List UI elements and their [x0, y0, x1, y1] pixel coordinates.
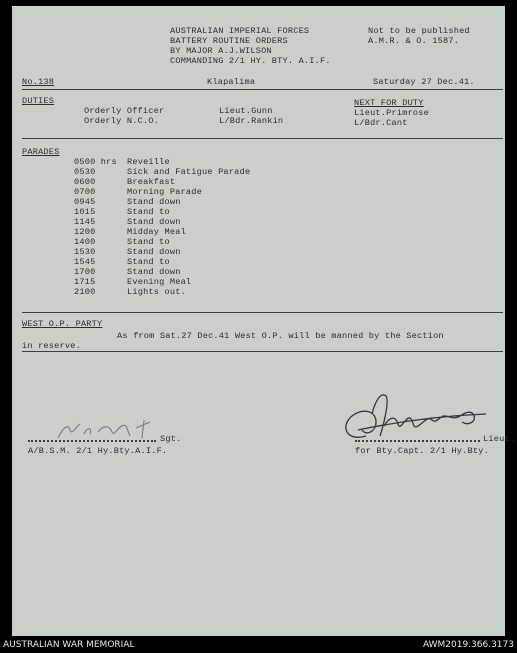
- parade-time: 0530: [74, 167, 96, 177]
- parade-time: 1545: [74, 257, 96, 267]
- parade-event: Stand to: [127, 257, 170, 267]
- parade-event: Stand to: [127, 237, 170, 247]
- parade-time: 0700: [74, 187, 96, 197]
- west-op-text: As from Sat.27 Dec.41 West O.P. will be manned by the Section: [117, 331, 444, 341]
- header-line-1: AUSTRALIAN IMPERIAL FORCES: [170, 26, 310, 36]
- west-op-text-continued: in reserve.: [22, 341, 81, 351]
- parade-event: Stand down: [127, 247, 181, 257]
- right-signature: [336, 386, 496, 448]
- parade-event: Breakfast: [127, 177, 176, 187]
- parade-time: 0600: [74, 177, 96, 187]
- parade-event: Stand down: [127, 267, 181, 277]
- parades-heading: PARADES: [22, 147, 60, 157]
- parade-time: 0945: [74, 197, 96, 207]
- parade-event: Lights out.: [127, 287, 186, 297]
- parade-time: 1700: [74, 267, 96, 277]
- right-signature-title: for Bty.Capt. 2/1 Hy.Bty.: [355, 446, 489, 456]
- parade-time: 1145: [74, 217, 96, 227]
- restriction-line-2: A.M.R. & O. 1587.: [368, 36, 460, 46]
- order-place: Klapalima: [207, 77, 256, 87]
- divider-rule: [22, 312, 503, 313]
- divider-rule: [22, 138, 503, 139]
- footer-accession-number: AWM2019.366.3173: [422, 640, 514, 650]
- parade-event: Reveille: [127, 157, 170, 167]
- west-op-heading: WEST O.P. PARTY: [22, 319, 103, 329]
- parade-time: 1715: [74, 277, 96, 287]
- duty-role: Orderly Officer: [84, 106, 165, 116]
- parade-time: 1530: [74, 247, 96, 257]
- parade-time: 2100: [74, 287, 96, 297]
- next-duty-name: L/Bdr.Cant: [354, 118, 408, 128]
- parade-time: 1400: [74, 237, 96, 247]
- parade-event: Morning Parade: [127, 187, 202, 197]
- next-duty-heading: NEXT FOR DUTY: [354, 98, 424, 108]
- left-signature-rank: Sgt.: [160, 434, 182, 444]
- parade-event: Midday Meal: [127, 227, 186, 237]
- order-date: Saturday 27 Dec.41.: [373, 77, 475, 87]
- header-line-3: BY MAJOR A.J.WILSON: [170, 46, 272, 56]
- duty-name: Lieut.Gunn: [219, 106, 273, 116]
- parade-event: Stand down: [127, 217, 181, 227]
- duty-name: L/Bdr.Rankin: [219, 116, 284, 126]
- header-line-4: COMMANDING 2/1 HY. BTY. A.I.F.: [170, 56, 331, 66]
- left-signature-title: A/B.S.M. 2/1 Hy.Bty.A.I.F.: [28, 446, 168, 456]
- header-line-2: BATTERY ROUTINE ORDERS: [170, 36, 288, 46]
- restriction-line-1: Not to be published: [368, 26, 470, 36]
- footer-credit: AUSTRALIAN WAR MEMORIAL: [3, 640, 135, 650]
- duties-heading: DUTIES: [22, 96, 55, 106]
- parade-event: Stand to: [127, 207, 170, 217]
- next-duty-name: Lieut.Primrose: [354, 108, 429, 118]
- duty-role: Orderly N.C.O.: [84, 116, 159, 126]
- parade-time: 1200: [74, 227, 96, 237]
- parade-event: Evening Meal: [127, 277, 192, 287]
- parade-event: Stand down: [127, 197, 181, 207]
- divider-rule: [22, 351, 503, 352]
- document-page: [12, 6, 516, 636]
- parade-event: Sick and Fatigue Parade: [127, 167, 251, 177]
- left-signature-line: [28, 440, 156, 442]
- divider-rule: [22, 89, 503, 90]
- parade-time: 1015: [74, 207, 96, 217]
- footer-bar: [0, 636, 517, 653]
- order-number: No.138: [22, 77, 55, 87]
- right-signature-line: [355, 440, 480, 442]
- right-signature-rank: Lieut.: [483, 434, 516, 444]
- parade-time: 0500 hrs: [74, 157, 117, 167]
